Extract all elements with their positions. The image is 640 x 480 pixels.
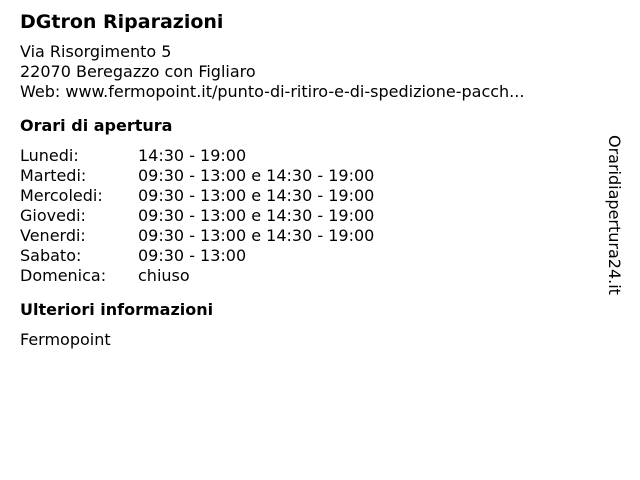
site-watermark: Oraridiapertura24.it bbox=[605, 135, 624, 295]
opening-hours-table bbox=[20, 146, 610, 286]
business-card bbox=[20, 10, 610, 350]
day-label: Giovedi: bbox=[20, 206, 86, 225]
time-value: 09:30 - 13:00 e 14:30 - 19:00 bbox=[138, 226, 375, 245]
time-value: 09:30 - 13:00 e 14:30 - 19:00 bbox=[138, 166, 375, 185]
hours-row-friday bbox=[20, 226, 610, 246]
hours-row-monday bbox=[20, 146, 610, 166]
time-value: 09:30 - 13:00 e 14:30 - 19:00 bbox=[138, 206, 375, 225]
time-value: 09:30 - 13:00 bbox=[138, 246, 247, 265]
day-label: Venerdi: bbox=[20, 226, 86, 245]
additional-info-text: Fermopoint bbox=[20, 330, 111, 349]
day-label: Martedi: bbox=[20, 166, 87, 185]
hours-row-sunday bbox=[20, 266, 610, 286]
time-value: chiuso bbox=[138, 266, 190, 285]
hours-row-saturday bbox=[20, 246, 610, 266]
day-label: Sabato: bbox=[20, 246, 82, 265]
business-name: DGtron Riparazioni bbox=[20, 11, 224, 33]
hours-row-wednesday bbox=[20, 186, 610, 206]
website-link[interactable]: Web: www.fermopoint.it/punto-di-ritiro-e-di-spedizione-pacch... bbox=[20, 82, 525, 101]
time-value: 09:30 - 13:00 e 14:30 - 19:00 bbox=[138, 186, 375, 205]
additional-info-heading: Ulteriori informazioni bbox=[20, 300, 214, 319]
address-city: 22070 Beregazzo con Figliaro bbox=[20, 62, 256, 81]
day-label: Domenica: bbox=[20, 266, 107, 285]
address-street: Via Risorgimento 5 bbox=[20, 42, 172, 61]
day-label: Lunedi: bbox=[20, 146, 79, 165]
time-value: 14:30 - 19:00 bbox=[138, 146, 247, 165]
opening-hours-heading: Orari di apertura bbox=[20, 116, 173, 135]
hours-row-tuesday bbox=[20, 166, 610, 186]
hours-row-thursday bbox=[20, 206, 610, 226]
day-label: Mercoledi: bbox=[20, 186, 103, 205]
